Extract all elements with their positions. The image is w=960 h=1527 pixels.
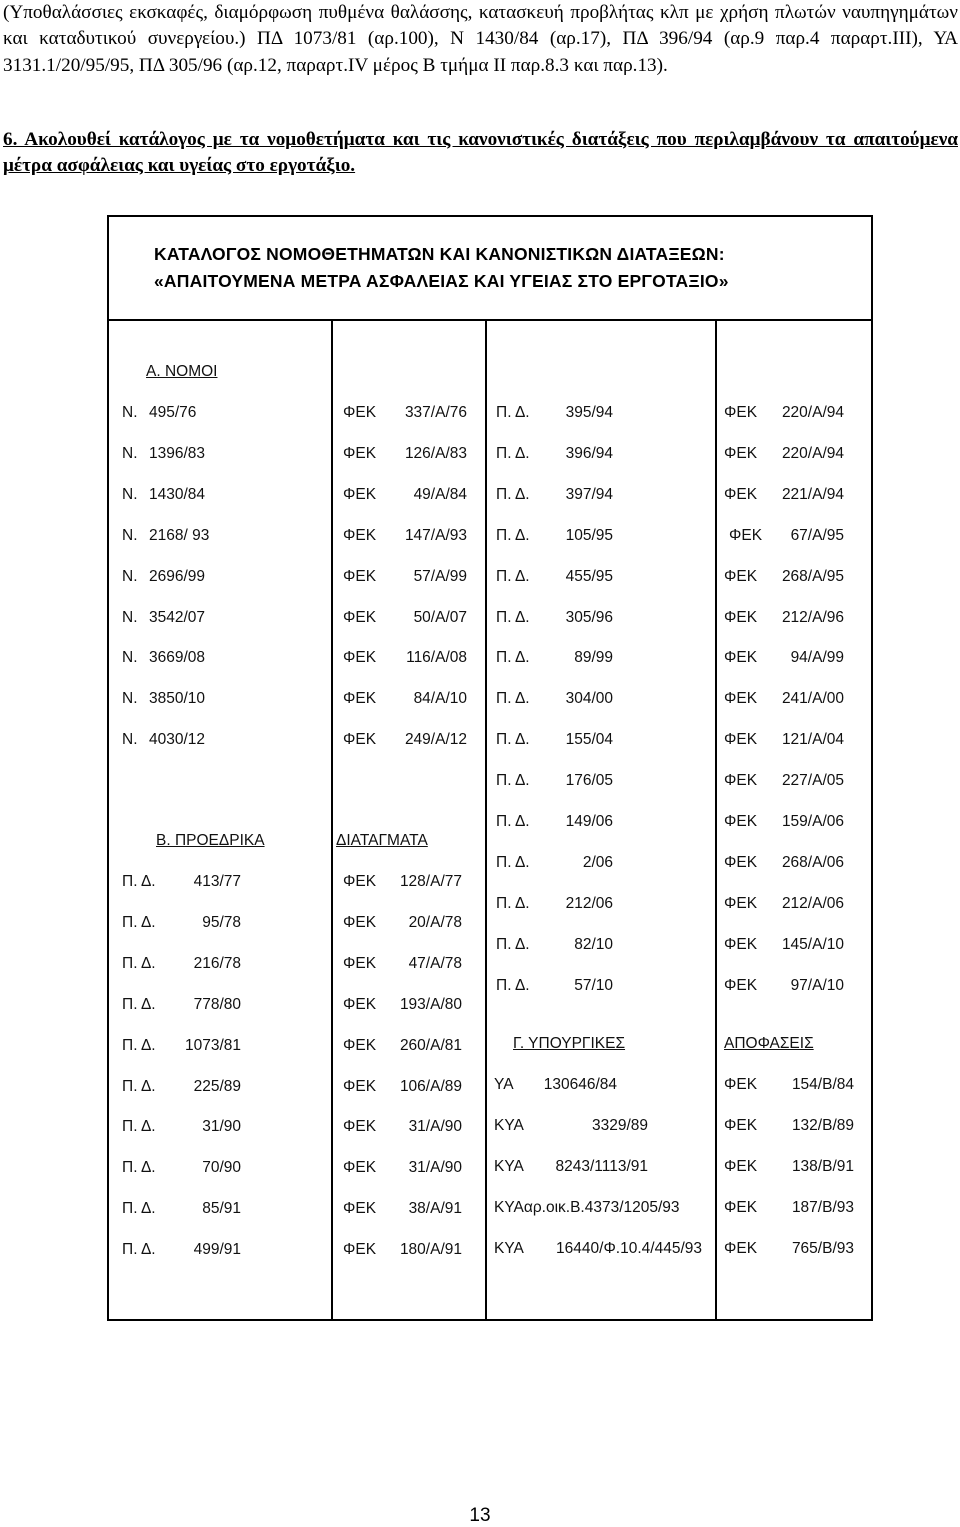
gazette-label: ΦΕΚ bbox=[724, 1239, 758, 1257]
law-type: Ν. bbox=[122, 526, 138, 544]
laws-header: Α. ΝΟΜΟΙ bbox=[146, 363, 218, 380]
table-title-line-1: ΚΑΤΑΛΟΓΟΣ ΝΟΜΟΘΕΤΗΜΑΤΩΝ ΚΑΙ ΚΑΝΟΝΙΣΤΙΚΩΝ ΔΙΑΤΑΞΕΩΝ: bbox=[154, 244, 725, 264]
gazette-label: ΦΕΚ bbox=[724, 1157, 758, 1175]
decree-type: Π. Δ. bbox=[496, 567, 530, 585]
gazette-label: ΦΕΚ bbox=[343, 995, 377, 1013]
law-type: Ν. bbox=[122, 404, 138, 421]
decree-number: 155/04 bbox=[565, 731, 613, 749]
decree-number: 2/06 bbox=[582, 853, 613, 871]
decrees-header: ΔΙΑΤΑΓΜΑΤΑ bbox=[336, 832, 428, 849]
gazette-ref: 94/Α/99 bbox=[790, 649, 844, 667]
gazette-label: ΦΕΚ bbox=[724, 1116, 758, 1134]
decree-number: 304/00 bbox=[565, 690, 613, 708]
presidential-header: Β. ΠΡΟΕΔΡΙΚΑ bbox=[156, 832, 265, 849]
decree-type: Π. Δ. bbox=[122, 1159, 156, 1177]
decree-number: 57/10 bbox=[574, 976, 613, 994]
decree-type: Π. Δ. bbox=[122, 1077, 156, 1095]
law-number: 2696/99 bbox=[149, 567, 206, 585]
gazette-ref: 132/Β/89 bbox=[791, 1116, 854, 1134]
table-title-area bbox=[109, 217, 871, 321]
law-type: Ν. bbox=[122, 485, 138, 503]
law-type: Ν. bbox=[122, 731, 138, 749]
gazette-ref: 138/Β/91 bbox=[791, 1157, 854, 1175]
decree-type: Π. Δ. bbox=[496, 608, 530, 626]
decree-number: 89/99 bbox=[574, 649, 613, 667]
decree-type: Π. Δ. bbox=[122, 1200, 156, 1218]
gazette-ref: 249/Α/12 bbox=[404, 731, 467, 749]
gazette-ref: 38/Α/91 bbox=[408, 1200, 462, 1218]
gazette-ref: 106/Α/89 bbox=[399, 1077, 462, 1095]
decree-type: Π. Δ. bbox=[496, 485, 530, 503]
decree-number: 413/77 bbox=[193, 873, 241, 890]
decree-type: Π. Δ. bbox=[496, 894, 530, 912]
gazette-label: ΦΕΚ bbox=[343, 444, 377, 462]
ministerial-type: ΥΑ bbox=[494, 1076, 514, 1093]
decree-number: 149/06 bbox=[565, 813, 613, 830]
gazette-ref: 116/Α/08 bbox=[406, 649, 467, 667]
gazette-ref: 268/Α/95 bbox=[781, 567, 844, 585]
law-number: 4030/12 bbox=[149, 731, 206, 749]
gazette-label: ΦΕΚ bbox=[343, 404, 377, 421]
law-number: 3850/10 bbox=[149, 690, 206, 708]
decree-type: Π. Δ. bbox=[496, 813, 530, 830]
decree-number: 225/89 bbox=[193, 1077, 241, 1095]
decree-number: 499/91 bbox=[193, 1241, 241, 1259]
gazette-label: ΦΕΚ bbox=[343, 1200, 377, 1218]
gazette-ref: 67/Α/95 bbox=[790, 526, 844, 544]
gazette-ref: 212/Α/96 bbox=[781, 608, 844, 626]
gazette-label: ΦΕΚ bbox=[343, 913, 377, 931]
gazette-label: ΦΕΚ bbox=[343, 731, 377, 749]
gazette-ref: 20/Α/78 bbox=[408, 913, 462, 931]
gazette-ref: 220/Α/94 bbox=[781, 404, 844, 421]
intro-paragraph: (Υποθαλάσσιες εκσκαφές, διαμόρφωση πυθμένα θαλάσσης, κατασκευή προβλήτας κλπ με χρήση πλωτών ναυπηγημάτων και καταδυτικού συνεργείου.) ΠΔ 1073/81 (αρ.100), Ν 1430/84 (αρ.17), ΠΔ 396/94 (αρ.9 παρ.4 παραρτ.ΙΙΙ), ΥΑ 3131.1/20/95/95, ΠΔ 305/96 (αρ.12, παραρτ.IV μέρος Β τμήμα ΙΙ παρ.8.3 και παρ.13). bbox=[3, 2, 958, 76]
gazette-ref: 147/Α/93 bbox=[404, 526, 467, 544]
decree-number: 85/91 bbox=[202, 1200, 241, 1218]
gazette-label: ΦΕΚ bbox=[724, 444, 758, 462]
decree-number: 212/06 bbox=[565, 894, 613, 912]
decree-type: Π. Δ. bbox=[496, 731, 530, 749]
decree-type: Π. Δ. bbox=[496, 976, 530, 994]
ministerial-number: 3329/89 bbox=[591, 1116, 648, 1134]
gazette-label: ΦΕΚ bbox=[724, 935, 758, 953]
decree-type: Π. Δ. bbox=[122, 995, 156, 1013]
decree-type: Π. Δ. bbox=[496, 935, 530, 953]
gazette-ref: 128/Α/77 bbox=[399, 873, 462, 890]
decree-number: 31/90 bbox=[202, 1118, 241, 1136]
gazette-label: ΦΕΚ bbox=[724, 1076, 758, 1093]
gazette-ref: 221/Α/94 bbox=[781, 485, 844, 503]
column-divider bbox=[331, 321, 333, 1319]
gazette-ref: 47/Α/78 bbox=[408, 954, 462, 972]
gazette-ref: 187/Β/93 bbox=[791, 1198, 854, 1216]
gazette-label: ΦΕΚ bbox=[724, 649, 758, 667]
gazette-label: ΦΕΚ bbox=[724, 772, 758, 790]
page-number: 13 bbox=[469, 1505, 491, 1526]
decree-type: Π. Δ. bbox=[496, 444, 530, 462]
gazette-label: ΦΕΚ bbox=[729, 526, 763, 544]
legislation-table bbox=[107, 215, 873, 1321]
decree-number: 395/94 bbox=[565, 404, 613, 421]
decree-type: Π. Δ. bbox=[122, 954, 156, 972]
decree-number: 778/80 bbox=[193, 995, 241, 1013]
decree-number: 216/78 bbox=[193, 954, 241, 972]
gazette-label: ΦΕΚ bbox=[724, 853, 758, 871]
law-type: Ν. bbox=[122, 649, 138, 667]
gazette-ref: 241/Α/00 bbox=[781, 690, 844, 708]
gazette-ref: 31/Α/90 bbox=[408, 1118, 462, 1136]
gazette-ref: 180/Α/91 bbox=[399, 1241, 462, 1259]
gazette-label: ΦΕΚ bbox=[343, 1118, 377, 1136]
gazette-label: ΦΕΚ bbox=[343, 873, 377, 890]
column-divider bbox=[715, 321, 717, 1319]
gazette-label: ΦΕΚ bbox=[343, 1241, 377, 1259]
ministerial-type: ΚΥΑ bbox=[494, 1239, 524, 1257]
gazette-label: ΦΕΚ bbox=[343, 649, 377, 667]
decree-type: Π. Δ. bbox=[496, 772, 530, 790]
gazette-ref: 212/Α/06 bbox=[781, 894, 844, 912]
gazette-ref: 31/Α/90 bbox=[408, 1159, 462, 1177]
law-number: 3669/08 bbox=[149, 649, 206, 667]
decree-type: Π. Δ. bbox=[122, 1118, 156, 1136]
decree-type: Π. Δ. bbox=[122, 1036, 156, 1054]
gazette-ref: 57/Α/99 bbox=[413, 567, 467, 585]
law-number: 1396/83 bbox=[149, 444, 206, 462]
decree-type: Π. Δ. bbox=[122, 1241, 156, 1259]
section-6-heading: 6. Ακολουθεί κατάλογος με τα νομοθετήματα και τις κανονιστικές διατάξεις που περιλαμβάνουν τα απαιτούμενα μέτρα ασφάλειας και υγείας στο εργοτάξιο. bbox=[3, 129, 958, 177]
ministerial-decision: ΚΥΑαρ.οικ.Β.4373/1205/93 bbox=[494, 1198, 680, 1216]
gazette-ref: 260/Α/81 bbox=[399, 1036, 462, 1054]
ministerial-number: 16440/Φ.10.4/445/93 bbox=[556, 1239, 702, 1257]
decree-number: 1073/81 bbox=[184, 1036, 241, 1054]
decree-number: 105/95 bbox=[565, 526, 613, 544]
law-type: Ν. bbox=[122, 690, 138, 708]
gazette-ref: 84/Α/10 bbox=[413, 690, 467, 708]
law-number: 3542/07 bbox=[149, 608, 206, 626]
gazette-label: ΦΕΚ bbox=[724, 731, 758, 749]
gazette-label: ΦΕΚ bbox=[343, 954, 377, 972]
gazette-ref: 193/Α/80 bbox=[399, 995, 462, 1013]
law-number: 2168/ 93 bbox=[149, 526, 210, 544]
decree-type: Π. Δ. bbox=[496, 404, 530, 421]
decree-number: 305/96 bbox=[565, 608, 613, 626]
decree-number: 176/05 bbox=[565, 772, 613, 790]
gazette-ref: 337/Α/76 bbox=[404, 404, 467, 421]
gazette-label: ΦΕΚ bbox=[343, 608, 377, 626]
gazette-label: ΦΕΚ bbox=[343, 1159, 377, 1177]
gazette-label: ΦΕΚ bbox=[343, 485, 377, 503]
gazette-label: ΦΕΚ bbox=[724, 976, 758, 994]
gazette-ref: 121/Α/04 bbox=[781, 731, 844, 749]
column-divider bbox=[485, 321, 487, 1319]
ministerial-number: 130646/84 bbox=[543, 1076, 617, 1093]
decree-number: 95/78 bbox=[202, 913, 241, 931]
gazette-label: ΦΕΚ bbox=[343, 567, 377, 585]
law-number: 1430/84 bbox=[149, 485, 206, 503]
gazette-ref: 49/Α/84 bbox=[413, 485, 467, 503]
gazette-ref: 154/Β/84 bbox=[791, 1076, 854, 1093]
gazette-ref: 159/Α/06 bbox=[781, 813, 844, 830]
gazette-label: ΦΕΚ bbox=[343, 690, 377, 708]
law-type: Ν. bbox=[122, 444, 138, 462]
law-number: 495/76 bbox=[149, 404, 197, 421]
gazette-label: ΦΕΚ bbox=[343, 1077, 377, 1095]
gazette-label: ΦΕΚ bbox=[724, 404, 758, 421]
gazette-label: ΦΕΚ bbox=[724, 1198, 758, 1216]
ministerial-number: 8243/1113/91 bbox=[555, 1157, 648, 1175]
gazette-ref: 268/Α/06 bbox=[781, 853, 844, 871]
gazette-label: ΦΕΚ bbox=[724, 485, 758, 503]
law-type: Ν. bbox=[122, 608, 138, 626]
gazette-ref: 97/Α/10 bbox=[790, 976, 844, 994]
decree-type: Π. Δ. bbox=[496, 853, 530, 871]
gazette-ref: 220/Α/94 bbox=[781, 444, 844, 462]
decree-number: 396/94 bbox=[565, 444, 613, 462]
decree-number: 455/95 bbox=[565, 567, 613, 585]
gazette-label: ΦΕΚ bbox=[724, 567, 758, 585]
law-type: Ν. bbox=[122, 567, 138, 585]
ministerial-type: ΚΥΑ bbox=[494, 1116, 524, 1134]
gazette-label: ΦΕΚ bbox=[724, 608, 758, 626]
gazette-label: ΦΕΚ bbox=[724, 690, 758, 708]
gazette-ref: 126/Α/83 bbox=[404, 444, 467, 462]
decree-type: Π. Δ. bbox=[122, 913, 156, 931]
gazette-ref: 50/Α/07 bbox=[413, 608, 467, 626]
decree-number: 70/90 bbox=[202, 1159, 241, 1177]
decisions-header: ΑΠΟΦΑΣΕΙΣ bbox=[724, 1035, 814, 1052]
gazette-ref: 765/Β/93 bbox=[791, 1239, 854, 1257]
gazette-ref: 145/Α/10 bbox=[781, 935, 844, 953]
gazette-ref: 227/Α/05 bbox=[781, 772, 844, 790]
gazette-label: ΦΕΚ bbox=[724, 813, 758, 830]
decree-number: 82/10 bbox=[574, 935, 613, 953]
ministerial-type: ΚΥΑ bbox=[494, 1157, 524, 1175]
gazette-label: ΦΕΚ bbox=[343, 1036, 377, 1054]
gazette-label: ΦΕΚ bbox=[724, 894, 758, 912]
decree-type: Π. Δ. bbox=[496, 526, 530, 544]
ministerial-header: Γ. ΥΠΟΥΡΓΙΚΕΣ bbox=[513, 1035, 626, 1052]
gazette-label: ΦΕΚ bbox=[343, 526, 377, 544]
table-title-line-2: «ΑΠΑΙΤΟΥΜΕΝΑ ΜΕΤΡΑ ΑΣΦΑΛΕΙΑΣ ΚΑΙ ΥΓΕΙΑΣ ΣΤΟ ΕΡΓΟΤΑΞΙΟ» bbox=[154, 271, 729, 291]
decree-type: Π. Δ. bbox=[496, 690, 530, 708]
decree-type: Π. Δ. bbox=[122, 873, 156, 890]
decree-number: 397/94 bbox=[565, 485, 613, 503]
decree-type: Π. Δ. bbox=[496, 649, 530, 667]
